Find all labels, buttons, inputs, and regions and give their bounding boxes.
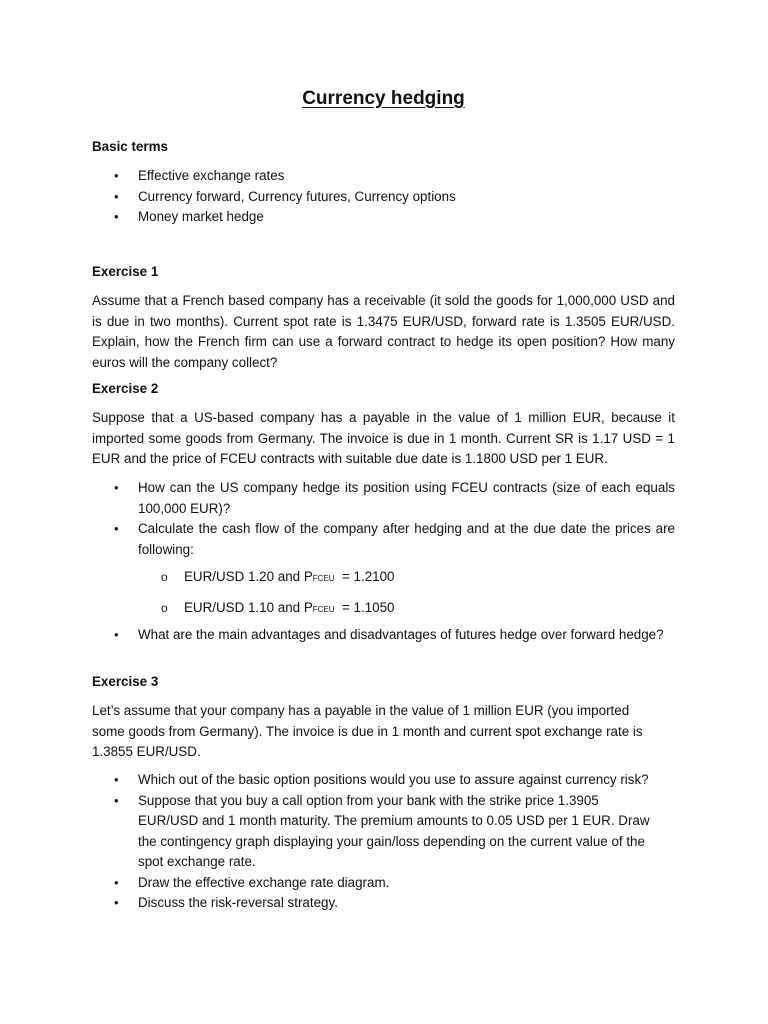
bullet-icon: • bbox=[114, 627, 119, 642]
list-item: • What are the main advantages and disadvantages of futures hedge over forward hedge? bbox=[92, 625, 675, 646]
bullet-icon: • bbox=[114, 895, 119, 910]
bullet-icon: • bbox=[114, 188, 119, 204]
exercise-3-heading: Exercise 3 bbox=[92, 674, 159, 689]
exercise-2-bullets-last bbox=[92, 625, 675, 646]
list-item: • Effective exchange rates bbox=[92, 166, 675, 187]
basic-terms-heading: Basic terms bbox=[92, 139, 168, 154]
sub-bullet-icon: o bbox=[161, 570, 168, 584]
list-item: • Calculate the cash flow of the company after hedging and at the due date the prices are following: bbox=[114, 521, 675, 557]
exercise-3-bullets bbox=[92, 770, 652, 914]
page-title: Currency hedging bbox=[302, 88, 465, 109]
bullet-icon: • bbox=[114, 480, 119, 495]
exercise-2-heading: Exercise 2 bbox=[92, 381, 159, 396]
list-item: • Discuss the risk-reversal strategy. bbox=[92, 893, 652, 914]
list-item: • Draw the effective exchange rate diagram. bbox=[92, 873, 652, 894]
bullet-icon: • bbox=[114, 168, 119, 183]
exercise-1-paragraph: Assume that a French based company has a receivable (it sold the goods for 1,000,000 USD and is due in two months). Current spot rate is 1.3475 EUR/USD, forward rate is 1.3505 EUR/USD. Explain, how the French firm can use a forward contract to hedge its open position? How many euros will the company collect? bbox=[92, 293, 675, 370]
exercise-1-heading: Exercise 1 bbox=[92, 264, 159, 279]
basic-terms-list bbox=[92, 166, 675, 228]
list-item: • How can the US company hedge its position using FCEU contracts (size of each equals 100,000 EUR)? bbox=[114, 480, 675, 516]
exercise-3-paragraph: Let’s assume that your company has a payable in the value of 1 million EUR (you imported some goods from Germany). The invoice is due in 1 month and current spot exchange rate is 1.3855 EUR/USD. bbox=[92, 703, 643, 759]
list-item: • Money market hedge bbox=[92, 207, 675, 228]
exercise-2-bullets bbox=[92, 478, 675, 560]
bullet-icon: • bbox=[114, 792, 119, 808]
sub-list-item: o EUR/USD 1.20 and PFCEU = 1.2100 bbox=[92, 567, 675, 590]
sub-bullet-icon: o bbox=[161, 600, 168, 615]
exercise-2-sub-list bbox=[92, 567, 675, 620]
bullet-icon: • bbox=[114, 209, 119, 224]
list-item: • Currency forward, Currency futures, Currency options bbox=[92, 187, 675, 208]
list-item: • Suppose that you buy a call option from your bank with the strike price 1.3905 EUR/USD and 1 month maturity. The premium amounts to 0.05 USD per 1 EUR. Draw the contingency graph displaying your gain/loss depending on the current value of the spot exchange rate. bbox=[114, 792, 650, 869]
bullet-icon: • bbox=[114, 772, 119, 787]
exercise-2-paragraph: Suppose that a US-based company has a payable in the value of 1 million EUR, because it imported some goods from Germany. The invoice is due in 1 month. Current SR is 1.17 USD = 1 EUR and the price of FCEU contracts with suitable due date is 1.1800 USD per 1 EUR. bbox=[92, 410, 675, 466]
list-item: • Which out of the basic option positions would you use to assure against currency risk? bbox=[92, 770, 652, 791]
sub-list-item: o EUR/USD 1.10 and PFCEU = 1.1050 bbox=[92, 598, 675, 621]
bullet-icon: • bbox=[114, 874, 119, 890]
bullet-icon: • bbox=[114, 521, 119, 536]
